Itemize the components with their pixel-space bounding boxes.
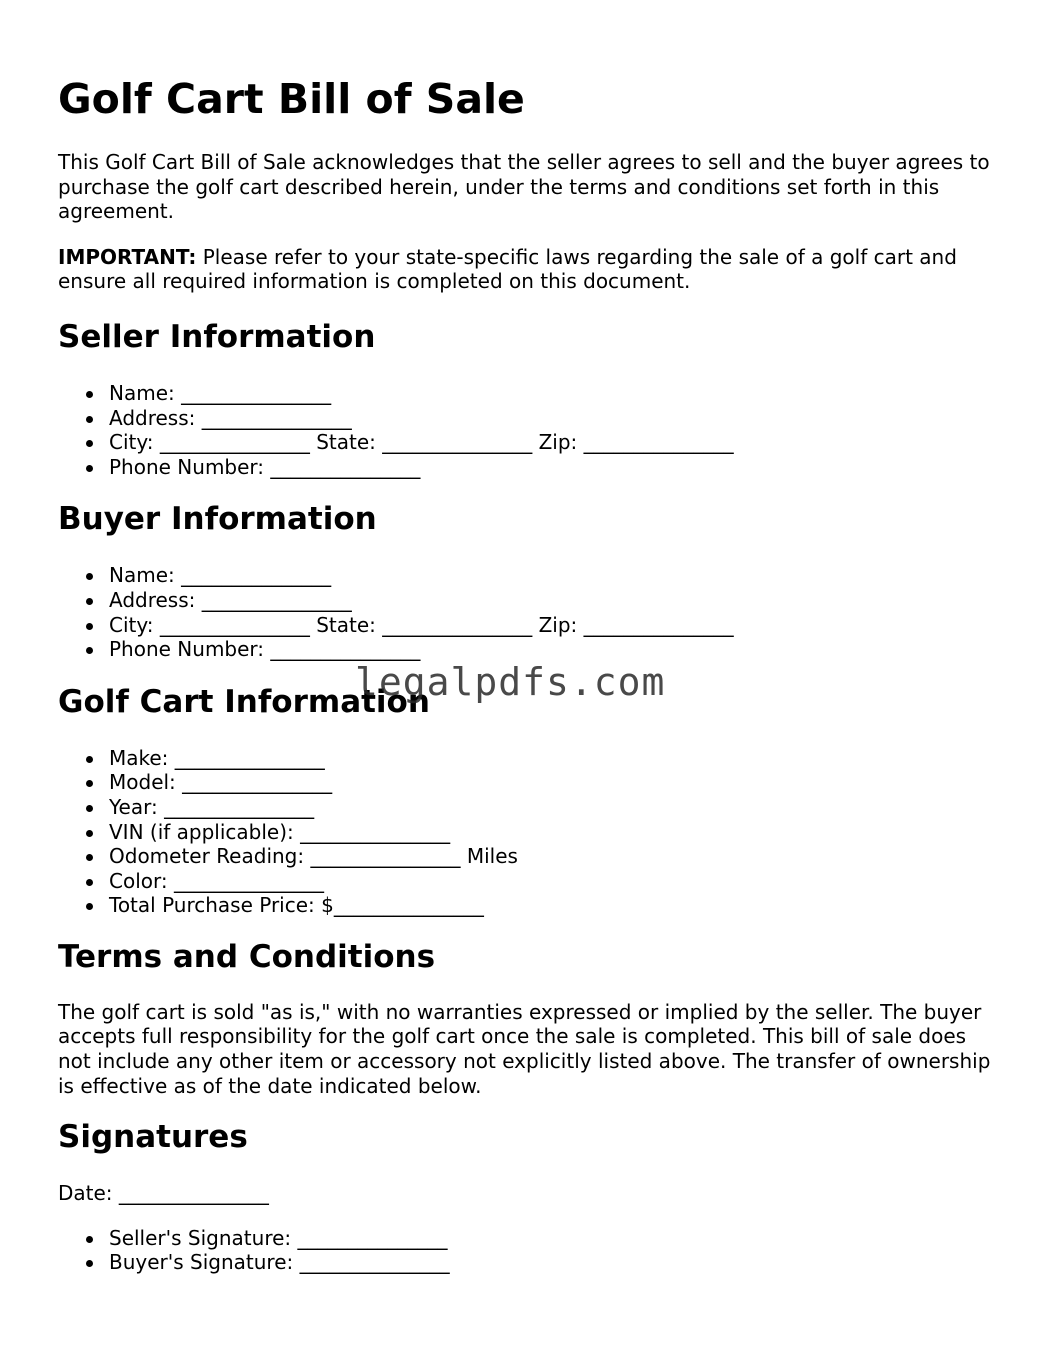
seller-list — [58, 381, 998, 479]
document-title: Golf Cart Bill of Sale — [58, 75, 525, 123]
buyer-heading: Buyer Information — [58, 501, 377, 538]
intro-paragraph: This Golf Cart Bill of Sale acknowledges that the seller agrees to sell and the buyer agrees to purchase the golf cart described herein, under the terms and conditions set forth in this agreement. — [58, 150, 990, 224]
document-page — [58, 0, 998, 1275]
cart-year-field[interactable]: Year: _______________ — [109, 795, 998, 820]
cart-price-field[interactable]: Total Purchase Price: $_______________ — [109, 893, 998, 918]
buyer-signature-field[interactable]: Buyer's Signature: _______________ — [109, 1250, 998, 1275]
signature-list — [58, 1226, 998, 1275]
watermark: legalpdfs.com — [355, 660, 666, 704]
terms-heading: Terms and Conditions — [58, 938, 436, 975]
cart-vin-field[interactable]: VIN (if applicable): _______________ — [109, 820, 998, 845]
buyer-city-state-zip-field[interactable]: City: _______________ State: _______________ Zip: _______________ — [109, 613, 998, 638]
signatures-heading: Signatures — [58, 1119, 248, 1156]
cart-list — [58, 746, 998, 918]
seller-name-field[interactable]: Name: _______________ — [109, 381, 998, 406]
important-notice — [58, 245, 998, 294]
buyer-list — [58, 563, 998, 661]
important-label: IMPORTANT: — [58, 244, 197, 269]
important-text: Please refer to your state-specific laws regarding the sale of a golf cart and ensure all required information is completed on this document. — [58, 244, 957, 294]
buyer-name-field[interactable]: Name: _______________ — [109, 563, 998, 588]
buyer-phone-field[interactable]: Phone Number: _______________ — [109, 637, 998, 662]
seller-phone-field[interactable]: Phone Number: _______________ — [109, 455, 998, 480]
seller-address-field[interactable]: Address: _______________ — [109, 406, 998, 431]
seller-heading: Seller Information — [58, 318, 376, 355]
cart-make-field[interactable]: Make: _______________ — [109, 746, 998, 771]
buyer-address-field[interactable]: Address: _______________ — [109, 588, 998, 613]
terms-paragraph: The golf cart is sold "as is," with no warranties expressed or implied by the seller. The buyer accepts full responsibility for the golf cart once the sale is completed. This bill of sale does not include any other item or accessory not explicitly listed above. The transfer of ownership is effective as of the date indicated below. — [58, 999, 991, 1098]
cart-model-field[interactable]: Model: _______________ — [109, 770, 998, 795]
seller-signature-field[interactable]: Seller's Signature: _______________ — [109, 1226, 998, 1251]
cart-heading: Golf Cart Information — [58, 683, 430, 720]
date-field[interactable]: Date: _______________ — [58, 1181, 269, 1206]
cart-color-field[interactable]: Color: _______________ — [109, 869, 998, 894]
cart-odometer-field[interactable]: Odometer Reading: _______________ Miles — [109, 844, 998, 869]
seller-city-state-zip-field[interactable]: City: _______________ State: _______________ Zip: _______________ — [109, 430, 998, 455]
